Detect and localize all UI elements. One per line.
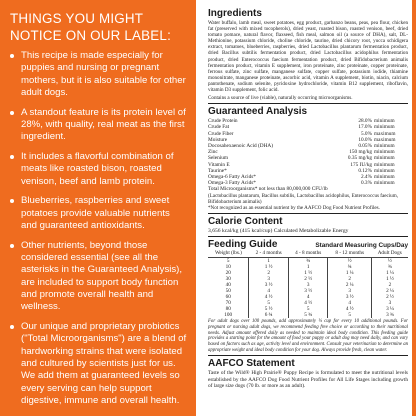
bullet-icon [10, 199, 14, 203]
ingredients-text: Water buffalo, lamb meal, sweet potatoes, egg product, garbanzo beans, peas, pea flour, chicken fat (preserved with mixed tocopherols), dried yeast, roasted bison, roasted venison, beef, dried tomato pomace, natural flavor, flaxseed, fish meal, salmon oil (a source of DHA), salt, DL-Methionine, potassium chloride, choline chloride, taurine, dried chicory root, yucca schidigera extract, tomatoes, blueberries, raspberries, dried Lactobacillus plantarum fermentation product, dried Bacillus subtilis fermentation product, dried Lactobacillus acidophilus fermentation product, dried Enterococcus faecium fermentation product, dried Bifidobacterium animalis fermentation product, vitamin E supplement, iron proteinate, zinc proteinate, copper proteinate, ferrous sulfate, zinc sulfate, manganese sulfate, copper sulfate, potassium iodide, thiamine mononitrate, manganese proteinate, ascorbic acid, vitamin A supplement, biotin, niacin, calcium pantothenate, sodium selenite, pyridoxine hydrochloride, vitamin B12 supplement, riboflavin, vitamin D3 supplement, folic acid. [208, 20, 408, 94]
ga-value: 10.0% [358, 136, 372, 143]
calorie-text: 3,656 kcal/kg (415 kcal/cup) Calculated Metabolizable Energy [208, 227, 349, 234]
panel-divider [196, 0, 204, 416]
ga-qualifier: minimum [374, 118, 395, 125]
guaranteed-analysis-heading: Guaranteed Analysis [208, 106, 308, 118]
microorganisms-detail: (Lactobacillus plantarum, Bacillus subtilis, Lactobacillus acidophilus, Enterococcus faecium, Bifidobacterium animalis) [208, 192, 398, 205]
bullet-icon [10, 325, 14, 329]
ga-value: 5.0% [360, 130, 372, 137]
feeding-cell: 3 [371, 300, 408, 306]
ga-nutrient: Taurine* [208, 167, 227, 174]
feeding-cell: 40 [225, 282, 231, 289]
feeding-cell: 80 [225, 306, 231, 313]
panel-title-line-1: THINGS YOU MIGHT [10, 11, 144, 26]
notes-list-item [10, 240, 188, 314]
feeding-cell: 2 ¼ [371, 288, 408, 294]
feeding-cell: 5 [328, 312, 371, 318]
feeding-cell: 5 ½ [249, 306, 289, 312]
feeding-cell: 1 ¼ [371, 270, 408, 276]
feeding-column-header: Adult Dogs [377, 250, 402, 257]
feeding-cell: 3 ½ [288, 288, 328, 294]
feeding-guide-table [208, 251, 408, 318]
ga-nutrient: Moisture [208, 136, 228, 143]
feeding-cell: 2 ½ [371, 294, 408, 300]
feeding-cell: 2 ½ [288, 276, 328, 282]
feeding-cell: 70 [225, 300, 231, 307]
panel-title-line-2: NOTICE ON OUR LABEL: [10, 28, 171, 43]
section-divider [208, 355, 408, 356]
aafco-heading: AAFCO Statement [208, 358, 295, 370]
ga-qualifier: minimum [374, 161, 395, 168]
notes-list [10, 50, 188, 407]
brand-edge-strip [412, 0, 416, 416]
ga-value: 2.4% [360, 174, 372, 181]
feeding-cell: 4 [288, 294, 328, 300]
feeding-cell: 1 [249, 258, 289, 265]
ga-value: 0.35 mg/kg [347, 155, 372, 162]
feeding-cell: 50 [225, 288, 231, 295]
feeding-cell: 3 ¼ [371, 306, 408, 312]
ga-value: 175 IU/kg [350, 161, 372, 168]
feeding-cell: 1 ½ [371, 276, 408, 282]
note-text: Blueberries, raspberries and sweet potatoes provide valuable nutrients and guaranteed antioxidants. [21, 195, 170, 232]
ga-qualifier: minimum [374, 174, 395, 181]
ga-nutrient: Omega-6 Fatty Acids* [208, 174, 256, 181]
ga-nutrient: Crude Protein [208, 118, 238, 125]
ga-value: 17.0% [358, 124, 372, 131]
ga-qualifier: minimum [374, 143, 395, 150]
ga-qualifier: minimum [374, 180, 395, 187]
notes-list-item [10, 151, 188, 188]
feeding-cell: 3 [328, 288, 371, 294]
feeding-cell: 100 [224, 312, 233, 319]
panel-title [10, 10, 188, 44]
ingredients-note: Contains a source of live (viable), naturally occurring microorganisms. [208, 95, 353, 102]
ga-nutrient: Selenium [208, 155, 229, 162]
feeding-cell: ¾ [288, 258, 328, 265]
feeding-guide-fine-print: For adult dogs over 100 pounds, add approximately ¼ cup for every 10 additional pounds. For pregnant or nursing adult dogs, we recommend feeding free choice or according to their nutritional needs. Adjust amount offered daily as needed to maintain ideal body condition. This feeding guide provides a starting point for the amount of food your puppy or adult dog may need daily, and can vary based on factors such as age, activity level and environment. Consult your veterinarian to determine an appropriate weight and ideal body condition for your dog. Always provide fresh, clean water. [208, 319, 408, 353]
notes-list-item [10, 107, 188, 144]
feeding-cell: 4 ½ [328, 306, 371, 312]
feeding-cell: 4 [249, 288, 289, 294]
feeding-cell: 30 [225, 276, 231, 283]
feeding-cell: 5 ¾ [288, 312, 328, 318]
ga-qualifier: minimum [374, 155, 395, 162]
feeding-cell: 1 ½ [288, 270, 328, 276]
feeding-cell: 4 ½ [288, 300, 328, 306]
notes-list-item [10, 195, 188, 232]
feeding-column-header: 2 - 4 months [255, 250, 282, 257]
feeding-cell: 4 ½ [249, 294, 289, 300]
feeding-cell: ¾ [371, 264, 408, 270]
feeding-guide-heading: Feeding Guide [208, 239, 278, 251]
note-text: It includes a flavorful combination of meats like roasted bison, roasted venison, beef and lamb protein. [21, 151, 174, 187]
nutrition-label [204, 0, 412, 416]
ga-value: 0.05% [358, 143, 372, 150]
ga-nutrient: Zinc [208, 149, 218, 156]
aafco-text: Taste of the Wild® High Prairie® Puppy Recipe is formulated to meet the nutritional levels established by the AAFCO Dog Food Nutrient Profiles for All Life Stages including growth of large size dogs (70 lb. or more as an adult). [208, 370, 408, 389]
feeding-cell: 20 [225, 270, 231, 277]
ga-nutrient: Crude Fat [208, 124, 230, 131]
bullet-icon [10, 155, 14, 159]
feeding-cell: 60 [225, 294, 231, 301]
feeding-column-header: 8 - 12 months [335, 250, 365, 257]
ga-qualifier: maximum [374, 136, 396, 143]
feeding-cell: 5 [249, 300, 289, 306]
feeding-cell: 2 ¼ [328, 282, 371, 288]
note-text: This recipe is made especially for puppies and nursing or pregnant mothers, but it is also suitable for other adult dogs. [21, 50, 186, 98]
ga-nutrient: Omega-3 Fatty Acids* [208, 180, 256, 187]
ga-value: 0.3% [360, 180, 372, 187]
notes-list-item [10, 50, 188, 99]
feeding-cell: 1 ¼ [328, 270, 371, 276]
feeding-cell: 2 [328, 276, 371, 282]
feeding-cell: 1 ½ [249, 264, 289, 270]
feeding-cell: 2 [249, 270, 289, 276]
feeding-cell: 3 [249, 276, 289, 282]
feeding-cell: ½ [371, 258, 408, 265]
feeding-cell: 5 [288, 306, 328, 312]
feeding-cell: ½ [328, 258, 371, 265]
feeding-cell: 3 ¾ [371, 312, 408, 318]
feeding-cell: 6 ¾ [249, 312, 289, 318]
ga-value: 150 mg/kg [349, 149, 372, 156]
label-notes-panel [0, 0, 196, 416]
ga-nutrient: Vitamin E [208, 161, 230, 168]
feeding-cell: 3 ½ [328, 294, 371, 300]
bullet-icon [10, 244, 14, 248]
feeding-cell: 10 [225, 264, 231, 271]
section-divider [208, 213, 408, 214]
section-divider [208, 103, 408, 104]
feeding-guide-subheading: Standard Measuring Cups/Day [315, 242, 408, 250]
bullet-icon [10, 111, 14, 115]
feeding-cell: 4 [328, 300, 371, 306]
ga-qualifier: minimum [374, 124, 395, 131]
guaranteed-analysis-table [208, 118, 408, 186]
ga-value: 28.0% [358, 118, 372, 125]
feeding-row [208, 312, 408, 318]
ga-footnote: *Not recognized as an essential nutrient by the AAFCO Dog Food Nutrient Profiles. [208, 204, 380, 211]
note-text: Other nutrients, beyond those considered essential (see all the asterisks in the Guaranteed Analysis), are included to support body function and promote overall health and wellness. [21, 239, 183, 313]
notes-list-item [10, 321, 188, 407]
feeding-cell: 3 ½ [249, 282, 289, 288]
note-text: A standout feature is its protein level of 28%, with quality, real meat as the first ingredient. [21, 106, 186, 143]
ga-qualifier: minimum [374, 167, 395, 174]
calorie-heading: Calorie Content [208, 215, 283, 227]
note-text: Our unique and proprietary probiotics ("Total Microorganisms") are a blend of hardworking strains that were isolated and cultured by scientists just for us. We add them at guaranteed levels so every serving can help support digestive, immune and overall health. [21, 321, 187, 406]
ga-qualifier: minimum [374, 149, 395, 156]
feeding-cell: 2 [371, 282, 408, 288]
feeding-cell: 5 [208, 258, 249, 265]
ingredients-heading: Ingredients [208, 8, 262, 19]
feeding-column-header: 4 - 8 months [295, 250, 322, 257]
ga-qualifier: maximum [374, 130, 396, 137]
feeding-cell: 1 [288, 264, 328, 270]
feeding-column-header: Weight (lbs.) [214, 250, 242, 257]
section-divider [208, 236, 408, 237]
ga-value: 0.12% [358, 167, 372, 174]
feeding-cell: 3 [288, 282, 328, 288]
microorganisms-line: Total Microorganisms* not less than 80,000,000 CFU/lb [208, 186, 328, 193]
ga-nutrient: Crude Fiber [208, 130, 234, 137]
ga-nutrient: Docosahexaenoic Acid (DHA) [208, 143, 274, 150]
feeding-cell: ¾ [328, 264, 371, 270]
bullet-icon [10, 54, 14, 58]
